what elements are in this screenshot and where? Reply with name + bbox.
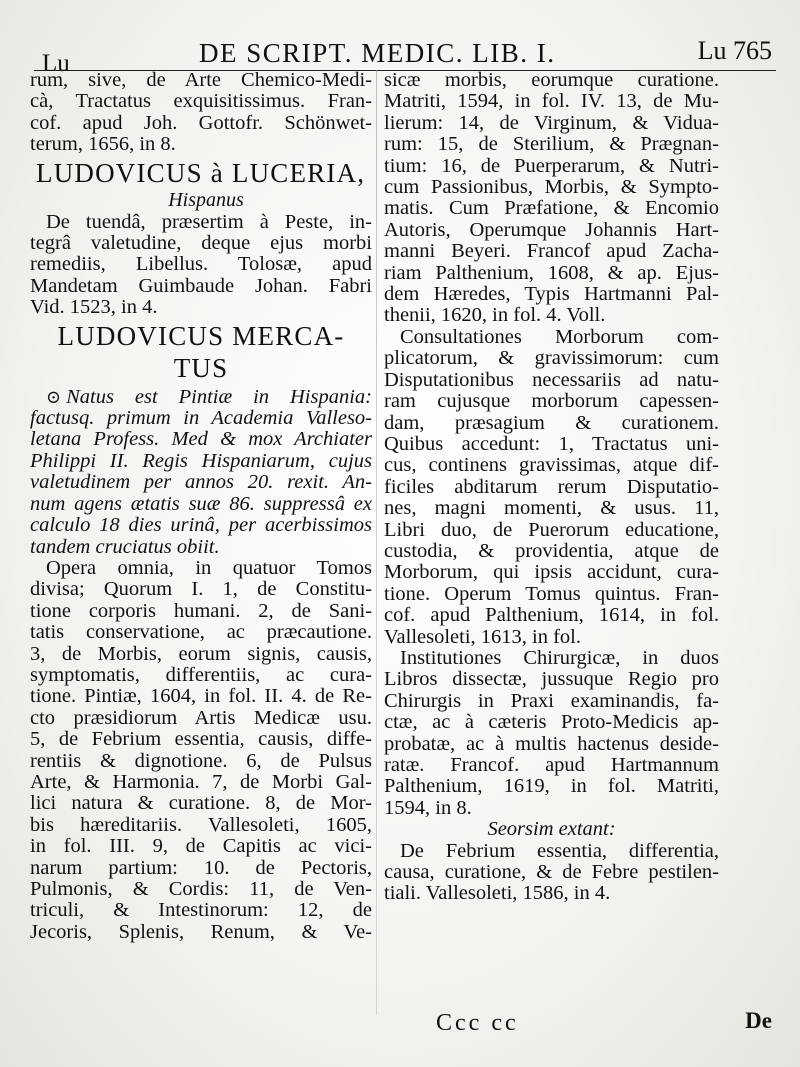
text-line: tione. Operum Tomus quintus. Fran-: [384, 582, 719, 605]
text-line: rum, sive, de Arte Chemico-Medi-: [30, 69, 372, 91]
text-line: 5, de Febrium essentia, causis, diffe-: [30, 728, 372, 751]
biography-line: calculo 18 dies urinâ, per acerbissimos: [30, 514, 372, 537]
text-line: cum Passionibus, Morbis, & Sympto-: [384, 176, 719, 199]
running-head-left: Lu: [42, 50, 70, 77]
text-line: causa, curatione, & de Febre pestilen-: [384, 861, 719, 884]
text-line: tium: 16, de Puerperarum, & Nutri-: [384, 154, 719, 177]
biography-line: letana Profess. Med & mox Archiater: [30, 428, 372, 451]
text-line: De Febrium essentia, differentia,: [400, 839, 719, 862]
signature-mark: Ccc cc: [436, 1010, 519, 1036]
text-line: Morborum, qui ipsis accidunt, cura-: [384, 561, 719, 584]
text-line: Quibus accedunt: 1, Tractatus uni-: [384, 432, 719, 455]
text-line: Palthenium, 1619, in fol. Matriti,: [384, 775, 719, 798]
text-line: dem Hæredes, Typis Hartmanni Pal-: [384, 283, 719, 306]
running-head-page-number: Lu 765: [697, 36, 772, 65]
text-line: Libri duo, de Puerorum educatione,: [384, 518, 719, 541]
text-line: Arte, & Harmonia. 7, de Morbi Gal-: [30, 770, 372, 793]
text-line: tegrâ valetudine, deque ejus morbi: [30, 232, 372, 255]
entry-heading: LUDOVICUS MERCA-: [57, 320, 345, 351]
text-line: in fol. III. 9, de Capitis ac vici-: [30, 835, 372, 858]
entry-heading: TUS: [173, 352, 229, 383]
text-line: nes, magni momenti, & usus. 11,: [384, 497, 719, 520]
biography-line: Philippi II. Regis Hispaniarum, cujus: [30, 449, 372, 472]
text-line: rentiis & dignotione. 6, de Pulsus: [30, 749, 372, 772]
text-line: Libros dissectæ, jussuque Regio pro: [384, 668, 719, 691]
text-line: divisa; Quorum I. 1, de Constitu-: [30, 578, 372, 601]
running-head-title: DE SCRIPT. MEDIC. LIB. I.: [199, 38, 556, 68]
left-column: [30, 70, 372, 943]
biography-line: [30, 387, 372, 408]
note-mark-icon: ⊙: [46, 386, 62, 407]
text-line: rum: 15, de Sterilium, & Prægnan-: [384, 133, 719, 156]
text-line: riam Palthenium, 1608, & ap. Ejus-: [384, 261, 719, 284]
column-divider: [376, 70, 377, 1015]
biography-line: factusq. primum in Academia Valleso-: [30, 407, 372, 430]
text-line: Chirurgis in Praxi examinandis, fa-: [384, 689, 719, 712]
text-line: bis hæreditariis. Vallesoleti, 1605,: [30, 813, 372, 836]
text-line: triculi, & Intestinorum: 12, de: [30, 899, 372, 922]
text-line: cof. apud Joh. Gottofr. Schönwet-: [30, 111, 372, 134]
text-line: ratæ. Francof. apud Hartmannum: [384, 754, 719, 776]
text-line: lici natura & curatione. 8, de Mor-: [30, 792, 372, 815]
running-head: [34, 28, 776, 77]
text-line: ficiles abditarum rerum Disputatio-: [384, 475, 719, 498]
text-line: Mandetam Guimbaude Johan. Fabri: [30, 274, 372, 297]
text-line: cof. apud Palthenium, 1614, in fol.: [384, 604, 719, 627]
biography-line: num agens ætatis suæ 86. suppressâ ex: [30, 492, 372, 515]
text-line: remediis, Libellus. Tolosæ, apud: [30, 253, 372, 276]
text-line: 1594, in 8.: [384, 796, 472, 819]
text-line: narum partium: 10. de Pectoris,: [30, 856, 372, 879]
text-line: cus, continens gravissimas, atque dif-: [384, 454, 719, 477]
text-line: sicæ morbis, eorumque curatione.: [384, 69, 719, 91]
text-line: Pulmonis, & Cordis: 11, de Ven-: [30, 878, 372, 900]
text-line: Consultationes Morborum com-: [400, 325, 719, 348]
right-column: [384, 70, 719, 905]
text-line: tione corporis humani. 2, de Sani-: [30, 599, 372, 622]
text-line: Vid. 1523, in 4.: [30, 296, 158, 319]
text-line: thenii, 1620, in fol. 4. Voll.: [384, 304, 606, 327]
text-line: terum, 1656, in 8.: [30, 133, 176, 156]
text-line: tatis conservatione, ac præcautione.: [30, 621, 372, 644]
text-line: ram cujusque morborum capessen-: [384, 390, 719, 413]
text-line: Opera omnia, in quatuor Tomos: [46, 556, 372, 579]
text-line: Disputationibus necessariis ad natu-: [384, 368, 719, 391]
text-line: cto præsidiorum Artis Medicæ usu.: [30, 706, 372, 729]
text-line: 3, de Morbis, eorum signis, causis,: [30, 642, 372, 665]
biography-line: valetudinem per annos 20. rexit. An-: [30, 471, 372, 494]
catchword: De: [745, 1008, 772, 1033]
text-line: tiali. Vallesoleti, 1586, in 4.: [384, 882, 611, 905]
text-line: cà, Tractatus exquisitissimus. Fran-: [30, 90, 372, 113]
biography-line: tandem cruciatus obiit.: [30, 535, 220, 558]
text-line: lierum: 14, de Virginum, & Vidua-: [384, 111, 719, 134]
text-line: custodia, & providentia, atque de: [384, 539, 719, 562]
text-line: ctæ, ac à cæteris Proto-Medicis ap-: [384, 711, 719, 734]
text-line: manni Beyeri. Francof apud Zacha-: [384, 240, 719, 263]
text-line: symptomatis, differentiis, ac cura-: [30, 663, 372, 686]
text-line: Autoris, Operumque Johannis Hart-: [384, 218, 719, 241]
section-label: Seorsim extant:: [487, 818, 616, 841]
text-line: plicatorum, & gravissimorum: cum: [384, 347, 719, 370]
text-line: dam, præsagium & curationem.: [384, 411, 719, 434]
entry-subheading: Hispanus: [168, 188, 244, 211]
text-line: De tuendâ, præsertim à Peste, in-: [46, 210, 372, 233]
text-line: Jecoris, Splenis, Renum, & Ve-: [30, 920, 372, 943]
text-line: tione. Pintiæ, 1604, in fol. II. 4. de Re-: [30, 685, 372, 708]
text-line: matis. Cum Præfatione, & Encomio: [384, 197, 719, 220]
text-line: probatæ, ac à multis hactenus deside-: [384, 732, 719, 755]
biography-text: Natus est Pintiæ in Hispania:: [66, 385, 372, 408]
entry-heading: LUDOVICUS à LUCERIA,: [36, 157, 366, 188]
text-line: Matriti, 1594, in fol. IV. 13, de Mu-: [384, 90, 719, 113]
text-line: Vallesoleti, 1613, in fol.: [384, 625, 582, 648]
text-line: Institutiones Chirurgicæ, in duos: [400, 646, 719, 669]
